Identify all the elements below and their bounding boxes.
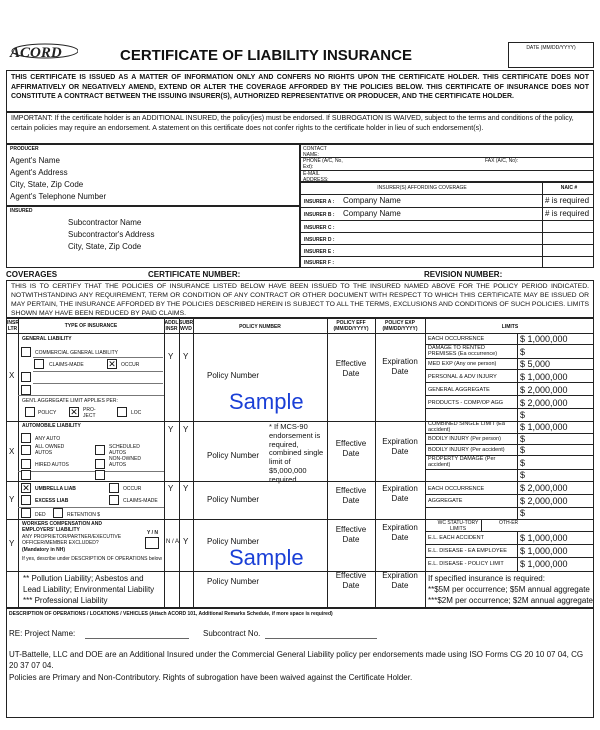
auto-extra-checkbox-2[interactable] (95, 470, 105, 480)
insurer-name: Company Name (343, 196, 401, 205)
date-box (508, 42, 594, 68)
wc-limit-amount: 1,000,000 (527, 546, 568, 556)
important-box (6, 112, 594, 144)
gl-addl: Y (168, 352, 174, 361)
gl-eff: Effective Date (335, 359, 367, 378)
coverage-table (6, 318, 594, 608)
re-project-label: RE: Project Name: (9, 629, 76, 638)
producer-line: Agent's Telephone Number (10, 192, 107, 201)
wc-limit-label: E.L. EACH ACCIDENT (428, 535, 484, 541)
cert-number-label: CERTIFICATE NUMBER: (148, 270, 241, 279)
umbrella-limit-label: AGGREGATE (428, 498, 463, 504)
other-limit-line: **$5M per occurrence; $5M annual aggregate (428, 585, 590, 594)
other-limit-line: ***$2M per occurrence; $2M annual aggregate (428, 596, 593, 605)
gl-limit-value: $ 2,000,000 (520, 385, 568, 395)
gl-extra-checkbox-1[interactable] (21, 372, 31, 382)
umbrella-exp: Expiration Date (382, 484, 418, 503)
wc-subr: Y (183, 537, 189, 546)
wc-yn-box[interactable] (145, 537, 159, 549)
th-insr-ltr: INSR LTR (7, 320, 19, 332)
umbrella-claims-label: CLAIMS-MADE (123, 498, 158, 504)
wc-ltr: Y (9, 539, 15, 548)
wc-eff: Effective Date (335, 525, 367, 544)
wc-limit-label: E.L. DISEASE - POLICY LIMIT (428, 561, 504, 567)
scheduled-label: SCHEDULED AUTOS (109, 444, 140, 456)
contact-name-label: CONTACT NAME: (303, 146, 327, 158)
gl-extra-checkbox-2[interactable] (21, 385, 31, 395)
other-line: ** Pollution Liability; Asbestos and (23, 574, 144, 583)
wc-describe: If yes, describe under DESCRIPTION OF OPERATIONS below (22, 556, 162, 562)
gl-policy-number: Policy Number (207, 371, 260, 380)
umbrella-limit-label: EACH OCCURRENCE (428, 486, 485, 492)
producer-line: City, State, Zip Code (10, 180, 84, 189)
insured-label: INSURED (10, 208, 33, 214)
wc-limit-label: E.L. DISEASE - EA EMPLOYEE (428, 548, 507, 554)
scheduled-checkbox[interactable] (95, 445, 105, 455)
description-para: UT-Battelle, LLC and DOE are an Additional Insured under the Commercial General Liability policy per endorsements made using ISO Forms CG 20 10 07 04, CG 20 37 07 04. (9, 650, 584, 670)
gl-commercial-label: COMMERCIAL GENERAL LIABILITY (35, 350, 118, 356)
auto-limit-value-empty: $ (520, 470, 526, 480)
umbrella-ltr: Y (9, 495, 15, 504)
auto-limit-amount: 1,000,000 (527, 422, 568, 432)
wc-other: OTH-ER (499, 520, 519, 526)
other-eff: Effective Date (335, 571, 367, 590)
insurer-label: INSURER A : (304, 199, 335, 205)
insured-line: Subcontractor Name (68, 218, 142, 227)
gl-limit-amount: 1,000,000 (527, 334, 568, 344)
umbrella-limit-value: $ 2,000,000 (520, 483, 568, 493)
description-box (6, 608, 594, 718)
wc-title: WORKERS COMPENSATION AND EMPLOYERS' LIABILITY (22, 521, 102, 533)
date-label: DATE (MM/DD/YYYY) (526, 45, 576, 51)
acord-logo (8, 42, 78, 62)
insurer-label: INSURER C : (304, 225, 335, 231)
ded-label: DED (35, 512, 46, 518)
other-limit-line: If specified insurance is required: (428, 574, 545, 583)
insured-line: Subcontractor's Address (68, 230, 155, 239)
auto-limit-value: $ (520, 434, 526, 444)
umbrella-limit-amount: 2,000,000 (527, 483, 568, 493)
gl-limit-label: PRODUCTS - COMP/OP AGG (428, 400, 504, 406)
fax-label: FAX (A/C, No): (485, 158, 519, 164)
producer-line: Agent's Address (10, 168, 68, 177)
wc-yn: Y / N (147, 530, 159, 536)
sample-watermark: Sample (229, 545, 304, 570)
auto-eff: Effective Date (335, 439, 367, 458)
wc-limit-amount: 1,000,000 (527, 533, 568, 543)
excess-label: EXCESS LIAB (35, 498, 69, 504)
producer-line: Agent's Name (10, 156, 60, 165)
retention-label: RETENTION $ (67, 512, 101, 518)
any-auto-checkbox[interactable] (21, 433, 31, 443)
gl-claims-label: CLAIMS-MADE (49, 362, 84, 368)
other-line: Lead Liability; Environmental Liability (23, 585, 155, 594)
insurer-naic: # is required (545, 209, 590, 218)
umbrella-subr: Y (183, 484, 189, 493)
th-type: TYPE OF INSURANCE (64, 323, 118, 329)
gl-policy-label: POLICY (38, 410, 57, 416)
hired-label: HIRED AUTOS (35, 462, 69, 468)
logo-text: ACORD (10, 45, 62, 61)
coverages-statement: THIS IS TO CERTIFY THAT THE POLICIES OF INSURANCE LISTED BELOW HAVE BEEN ISSUED TO THE INSURED NAMED ABOVE FOR THE POLICY PERIOD INDICATED. NOTWITHSTANDING ANY REQUIREMENT, TERM OR CONDITION OF ANY CONTRACT OR OTHER DOCUMENT WITH RESPECT TO WHICH THIS CERTIFICATE MAY BE ISSUED OR MAY PERTAIN, THE INSURANCE AFFORDED BY THE POLICIES DESCRIBED HEREIN IS SUBJECT TO ALL THE TERMS, EXCLUSIONS AND CONDITIONS OF SUCH POLICIES. LIMITS SHOWN MAY HAVE BEEN REDUCED BY PAID CLAIMS. (11, 283, 589, 317)
gl-limit-label: DAMAGE TO RENTED PREMISES (Ea occurrence) (428, 345, 498, 357)
umbrella-checkbox[interactable]: ✕ (22, 483, 30, 493)
wc-limit-amount: 1,000,000 (527, 559, 568, 569)
contact-box (300, 144, 594, 182)
umbrella-occur-checkbox[interactable] (109, 483, 119, 493)
wc-limit-value: $ 1,000,000 (520, 559, 568, 569)
th-policy-number: POLICY NUMBER (239, 324, 281, 330)
excess-checkbox[interactable] (21, 495, 31, 505)
umbrella-label: UMBRELLA LIAB (35, 486, 76, 492)
auto-note: * If MCS-90 endorsement is required, combined single limit of $5,000,000 required (269, 422, 324, 484)
gl-limit-amount: 2,000,000 (527, 385, 568, 395)
gl-claims-checkbox[interactable] (34, 359, 44, 369)
phone-label: PHONE (A/C, No, Ext): (303, 158, 343, 170)
insurer-label: INSURER D : (304, 237, 335, 243)
non-owned-label: NON-OWNED AUTOS (109, 456, 141, 468)
gl-limit-amount: 2,000,000 (527, 398, 568, 408)
wc-mandatory: (Mandatory in NH) (22, 547, 66, 553)
gl-project-checkbox[interactable]: ✕ (70, 407, 78, 417)
auto-limit-value: $ (520, 445, 526, 455)
gl-limit-value: $ 1,000,000 (520, 334, 568, 344)
insurer-label: INSURER F : (304, 260, 334, 266)
naic-header: NAIC # (560, 185, 578, 191)
auto-limit-label: BODILY INJURY (Per accident) (428, 447, 505, 453)
gl-limit-value: $ (520, 347, 526, 357)
umbrella-policy-number: Policy Number (207, 495, 260, 504)
gl-limit-value: $ 5,000 (520, 359, 551, 369)
gl-limit-label: PERSONAL & ADV INJURY (428, 374, 497, 380)
auto-limit-label: BODILY INJURY (Per person) (428, 436, 501, 442)
page-title: CERTIFICATE OF LIABILITY INSURANCE (120, 47, 412, 64)
auto-subr: Y (183, 425, 189, 434)
producer-box (6, 144, 300, 206)
gl-subr: Y (183, 352, 189, 361)
auto-limit-value: $ (520, 458, 526, 468)
th-exp: POLICY EXP (MM/DD/YYYY) (382, 320, 418, 332)
notice-box (6, 70, 594, 112)
gl-loc-label: LOC (131, 410, 142, 416)
auto-extra-checkbox[interactable] (21, 470, 31, 480)
gl-occur-checkbox[interactable]: ✕ (108, 359, 116, 369)
wc-exp: Expiration Date (382, 523, 418, 542)
gl-commercial-checkbox[interactable] (21, 347, 31, 357)
umbrella-eff: Effective Date (335, 486, 367, 505)
non-owned-checkbox[interactable] (95, 459, 105, 469)
sample-watermark: Sample (229, 389, 304, 414)
insurer-name: Company Name (343, 209, 401, 218)
insurer-label: INSURER E : (304, 249, 335, 255)
gl-exp: Expiration Date (382, 357, 418, 376)
gl-limit-label: GENERAL AGGREGATE (428, 387, 490, 393)
wc-limit-value: $ 1,000,000 (520, 533, 568, 543)
auto-policy-number: Policy Number (207, 451, 260, 460)
description-para: Policies are Primary and Non-Contributory. Rights of subrogation have been waived against the Certificate Holder. (9, 673, 413, 682)
gl-limit-value-empty: $ (520, 410, 526, 420)
description-label: DESCRIPTION OF OPERATIONS / LOCATIONS / VEHICLES (Attach ACORD 101, Additional Remarks Schedule, if more space is required) (9, 611, 333, 617)
gl-limit-value: $ 2,000,000 (520, 398, 568, 408)
insured-line: City, State, Zip Code (68, 242, 142, 251)
auto-exp: Expiration Date (382, 437, 418, 456)
subcontract-number-line[interactable] (265, 638, 377, 639)
gl-policy-checkbox[interactable] (25, 407, 35, 417)
auto-ltr: X (9, 447, 15, 456)
other-line: *** Professional Liability (23, 596, 108, 605)
auto-title: AUTOMOBILE LIABILITY (22, 423, 81, 429)
all-owned-checkbox[interactable] (21, 445, 31, 455)
th-limits: LIMITS (501, 324, 519, 330)
wc-policy-number: Policy Number (207, 537, 260, 546)
important-text: IMPORTANT: If the certificate holder is an ADDITIONAL INSURED, the policy(ies) must be endorsed. If SUBROGATION IS WAIVED, subject to the terms and conditions of the policy, certain policies may require an endorsement. A statement on this certificate does not confer rights to the certificate holder in lieu of such endorsement(s). (11, 115, 574, 132)
project-name-line[interactable] (85, 638, 189, 639)
producer-label: PRODUCER (10, 146, 39, 152)
other-exp: Expiration Date (382, 571, 418, 590)
insurers-header: INSURER(S) AFFORDING COVERAGE (377, 185, 467, 191)
revision-label: REVISION NUMBER: (424, 270, 503, 279)
notice-text: THIS CERTIFICATE IS ISSUED AS A MATTER OF INFORMATION ONLY AND CONFERS NO RIGHTS UPON THE CERTIFICATE HOLDER. THIS CERTIFICATE DOES NOT AFFIRMATIVELY OR NEGATIVELY AMEND, EXTEND OR ALTER THE COVERAGE AFFORDED BY THE POLICIES BELOW. THIS CERTIFICATE OF INSURANCE DOES NOT CONSTITUTE A CONTRACT BETWEEN THE ISSUING INSURER(S), AUTHORIZED REPRESENTATIVE OR PRODUCER, AND THE CERTIFICATE HOLDER. (11, 74, 589, 100)
th-eff: POLICY EFF (MM/DD/YYYY) (333, 320, 369, 332)
gl-project-label: PRO-JECT (83, 407, 96, 419)
gl-limit-amount: 5,000 (527, 359, 551, 369)
th-addl: ADDL INSR (164, 320, 179, 332)
umbrella-claims-checkbox[interactable] (109, 495, 119, 505)
subcontract-label: Subcontract No. (203, 629, 261, 638)
umbrella-addl: Y (168, 484, 174, 493)
umbrella-limit-value-empty: $ (520, 508, 526, 518)
insurer-label: INSURER B : (304, 212, 335, 218)
wc-limit-value: $ 1,000,000 (520, 546, 568, 556)
ded-checkbox[interactable] (21, 508, 31, 518)
all-owned-label: ALL OWNED AUTOS (35, 444, 65, 456)
gl-loc-checkbox[interactable] (117, 407, 127, 417)
gl-limit-label: EACH OCCURRENCE (428, 336, 485, 342)
umbrella-limit-amount: 2,000,000 (527, 496, 568, 506)
other-policy-number: Policy Number (207, 577, 260, 586)
retention-checkbox[interactable] (53, 508, 63, 518)
gl-aggregate-label: GEN'L AGGREGATE LIMIT APPLIES PER: (22, 398, 118, 404)
wc-statutory: WC STATU-TORY LIMITS (437, 520, 479, 532)
email-label: E-MAIL ADDRESS: (303, 171, 329, 183)
any-auto-label: ANY AUTO (35, 436, 61, 442)
coverages-statement-box (6, 280, 594, 318)
gl-ltr: X (9, 371, 15, 380)
insurer-naic: # is required (545, 196, 590, 205)
insurers-box (300, 182, 594, 268)
wc-question: ANY PROPRIETOR/PARTNER/EXECUTIVE OFFICER/MEMBER EXCLUDED? (22, 534, 122, 546)
auto-limit-value: $ 1,000,000 (520, 422, 568, 432)
gl-title: GENERAL LIABILITY (22, 336, 72, 342)
umbrella-occur-label: OCCUR (123, 486, 142, 492)
hired-checkbox[interactable] (21, 459, 31, 469)
auto-addl: Y (168, 425, 174, 434)
gl-limit-label: MED EXP (Any one person) (428, 361, 497, 367)
umbrella-limit-value: $ 2,000,000 (520, 496, 568, 506)
wc-na: N / A (166, 539, 180, 545)
coverages-label: COVERAGES (6, 270, 58, 279)
gl-occur-label: OCCUR (121, 362, 140, 368)
gl-limit-value: $ 1,000,000 (520, 372, 568, 382)
insured-box (6, 206, 300, 268)
auto-limit-label: PROPERTY DAMAGE (Per accident) (428, 456, 496, 468)
auto-limit-label: COMBINED SINGLE LIMIT (Ea accident) (428, 421, 505, 433)
th-subr: SUBR WVD (179, 320, 194, 332)
gl-limit-amount: 1,000,000 (527, 372, 568, 382)
